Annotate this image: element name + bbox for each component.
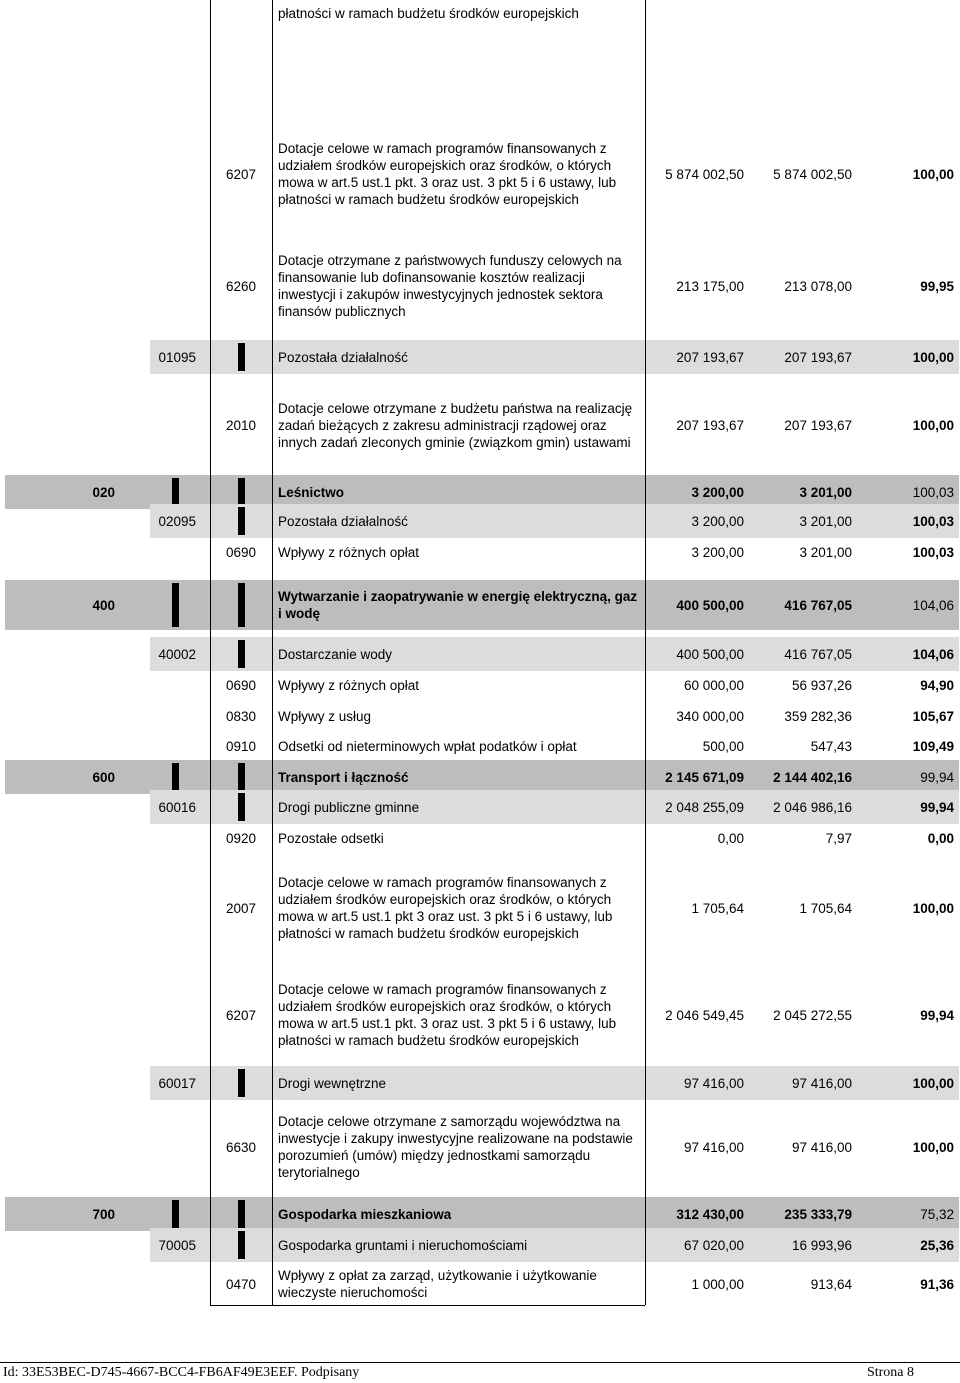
row-code: 60017 bbox=[158, 1075, 196, 1091]
row-percent: 0,00 bbox=[927, 830, 954, 846]
footer-rule bbox=[0, 1362, 960, 1363]
row-percent: 100,00 bbox=[912, 900, 954, 916]
row-plan: 3 200,00 bbox=[691, 544, 744, 560]
row-plan: 5 874 002,50 bbox=[665, 166, 744, 182]
dzial-marker bbox=[172, 1200, 179, 1228]
row-plan: 340 000,00 bbox=[676, 708, 744, 724]
row-execution: 3 201,00 bbox=[799, 513, 852, 529]
dzial-marker bbox=[238, 583, 245, 627]
row-description: Wytwarzanie i zaopatrywanie w energię elektryczną, gaz i wodę bbox=[278, 589, 638, 621]
row-percent: 100,00 bbox=[912, 349, 954, 365]
row-execution: 2 045 272,55 bbox=[773, 1007, 852, 1023]
row-execution: 207 193,67 bbox=[784, 349, 852, 365]
row-execution: 235 333,79 bbox=[784, 1206, 852, 1222]
row-execution: 97 416,00 bbox=[791, 1139, 852, 1155]
row-description: Dotacje celowe w ramach programów finansowanych z udziałem środków europejskich oraz środków, o których mowa w art.5 ust.1 pkt. 3 oraz ust. 3 pkt 5 i 6 ustawy, lub płatności w ramach budżetu środków europejskich bbox=[278, 982, 617, 1048]
row-execution: 359 282,36 bbox=[784, 708, 852, 724]
row-percent: 100,00 bbox=[912, 1075, 954, 1091]
row-percent: 100,03 bbox=[912, 544, 954, 560]
row-description: Dotacje celowe w ramach programów finansowanych z udziałem środków europejskich oraz środków, o których mowa w art.5 ust.1 pkt. 3 oraz ust. 3 pkt 5 i 6 ustawy, lub płatności w ramach budżetu środków europejskich bbox=[278, 141, 617, 207]
row-plan: 400 500,00 bbox=[676, 597, 744, 613]
row-plan: 500,00 bbox=[702, 738, 744, 754]
page-number: Strona 8 bbox=[866, 1365, 914, 1380]
row-code: 01095 bbox=[158, 349, 196, 365]
dzial-marker bbox=[238, 763, 245, 791]
row-plan: 2 145 671,09 bbox=[665, 769, 744, 785]
row-percent: 104,06 bbox=[912, 646, 954, 662]
row-description: Dotacje otrzymane z państwowych funduszy celowych na finansowanie lub dofinansowanie kosztów realizacji inwestycji i zakupów inwestycyjnych jednostek sektora finansów publicznych bbox=[278, 253, 622, 319]
row-code: 0690 bbox=[225, 544, 256, 560]
row-description: Dostarczanie wody bbox=[278, 646, 393, 662]
row-code: 02095 bbox=[158, 513, 196, 529]
row-code: 0690 bbox=[225, 677, 256, 693]
row-execution: 97 416,00 bbox=[791, 1075, 852, 1091]
row-description: Dotacje celowe otrzymane z samorządu województwa na inwestycje i zakupy inwestycyjne realizowane na podstawie porozumień (umów) między jednostkami samorządu terytorialnego bbox=[278, 1114, 633, 1180]
row-plan: 3 200,00 bbox=[691, 513, 744, 529]
row-code: 60016 bbox=[158, 799, 196, 815]
row-description: Transport i łączność bbox=[278, 769, 409, 785]
grid-line bbox=[210, 0, 211, 1305]
rozdzial-marker bbox=[238, 793, 245, 821]
row-percent: 100,00 bbox=[912, 166, 954, 182]
dzial-marker bbox=[172, 478, 179, 506]
row-percent: 99,95 bbox=[920, 278, 954, 294]
row-execution: 7,97 bbox=[825, 830, 852, 846]
row-description: Gospodarka mieszkaniowa bbox=[278, 1206, 452, 1222]
rozdzial-marker bbox=[238, 343, 245, 371]
document-id: Id: 33E53BEC-D745-4667-BCC4-FB6AF49E3EEF. Podpisany bbox=[3, 1365, 360, 1380]
row-description: Wpływy z różnych opłat bbox=[278, 677, 420, 693]
row-execution: 1 705,64 bbox=[799, 900, 852, 916]
row-description: Drogi wewnętrzne bbox=[278, 1075, 387, 1091]
row-code: 0470 bbox=[225, 1276, 256, 1292]
row-description: Odsetki od nieterminowych wpłat podatków i opłat bbox=[278, 738, 577, 754]
row-plan: 97 416,00 bbox=[683, 1139, 744, 1155]
row-description: Pozostała działalność bbox=[278, 349, 408, 365]
row-execution: 547,43 bbox=[810, 738, 852, 754]
row-code: 600 bbox=[92, 769, 115, 785]
row-execution: 3 201,00 bbox=[799, 484, 852, 500]
grid-line bbox=[272, 0, 273, 1305]
row-description: Pozostała działalność bbox=[278, 513, 408, 529]
row-percent: 100,00 bbox=[912, 1139, 954, 1155]
rozdzial-marker bbox=[238, 1069, 245, 1097]
row-plan: 0,00 bbox=[717, 830, 744, 846]
row-plan: 2 046 549,45 bbox=[665, 1007, 744, 1023]
row-code: 700 bbox=[92, 1206, 115, 1222]
row-execution: 213 078,00 bbox=[784, 278, 852, 294]
row-percent: 99,94 bbox=[920, 799, 954, 815]
row-plan: 60 000,00 bbox=[683, 677, 744, 693]
row-percent: 99,94 bbox=[920, 769, 954, 785]
row-percent: 104,06 bbox=[912, 597, 954, 613]
row-plan: 213 175,00 bbox=[676, 278, 744, 294]
row-execution: 416 767,05 bbox=[784, 597, 852, 613]
row-description: Wpływy z różnych opłat bbox=[278, 544, 420, 560]
page-footer bbox=[0, 1362, 960, 1383]
row-execution: 3 201,00 bbox=[799, 544, 852, 560]
row-description: płatności w ramach budżetu środków europejskich bbox=[278, 5, 579, 21]
row-code: 020 bbox=[92, 484, 115, 500]
row-description: Pozostałe odsetki bbox=[278, 830, 384, 846]
row-execution: 2 046 986,16 bbox=[773, 799, 852, 815]
row-execution: 56 937,26 bbox=[791, 677, 852, 693]
row-code: 6260 bbox=[225, 278, 256, 294]
dzial-marker bbox=[172, 583, 179, 627]
row-code: 0830 bbox=[225, 708, 256, 724]
row-description: Gospodarka gruntami i nieruchomościami bbox=[278, 1237, 528, 1253]
row-execution: 207 193,67 bbox=[784, 417, 852, 433]
row-code: 2007 bbox=[225, 900, 256, 916]
row-plan: 1 705,64 bbox=[691, 900, 744, 916]
row-execution: 5 874 002,50 bbox=[773, 166, 852, 182]
row-execution: 913,64 bbox=[810, 1276, 852, 1292]
row-code: 2010 bbox=[225, 417, 256, 433]
row-percent: 105,67 bbox=[912, 708, 954, 724]
grid-line bbox=[210, 1305, 645, 1306]
rozdzial-marker bbox=[238, 640, 245, 668]
row-code: 6207 bbox=[225, 1007, 256, 1023]
row-percent: 109,49 bbox=[912, 738, 954, 754]
row-description: Dotacje celowe w ramach programów finansowanych z udziałem środków europejskich oraz środków, o których mowa w art.5 ust.1 pkt 3 oraz ust. 3 pkt 5 i 6 ustawy, lub płatności w ramach budżetu środków europejskich bbox=[278, 875, 613, 941]
row-code: 6630 bbox=[225, 1139, 256, 1155]
row-percent: 25,36 bbox=[920, 1237, 954, 1253]
dzial-marker bbox=[238, 478, 245, 506]
row-plan: 312 430,00 bbox=[676, 1206, 744, 1222]
row-percent: 100,03 bbox=[912, 513, 954, 529]
row-percent: 75,32 bbox=[920, 1206, 954, 1222]
row-code: 70005 bbox=[158, 1237, 196, 1253]
row-code: 0910 bbox=[225, 738, 256, 754]
rozdzial-marker bbox=[238, 1231, 245, 1259]
dzial-marker bbox=[238, 1200, 245, 1228]
row-execution: 16 993,96 bbox=[791, 1237, 852, 1253]
row-code: 0920 bbox=[225, 830, 256, 846]
row-plan: 207 193,67 bbox=[676, 349, 744, 365]
row-plan: 67 020,00 bbox=[683, 1237, 744, 1253]
row-description: Wpływy z usług bbox=[278, 708, 372, 724]
row-plan: 97 416,00 bbox=[683, 1075, 744, 1091]
row-plan: 400 500,00 bbox=[676, 646, 744, 662]
row-code: 400 bbox=[92, 597, 115, 613]
row-percent: 100,03 bbox=[912, 484, 954, 500]
row-percent: 99,94 bbox=[920, 1007, 954, 1023]
row-description: Leśnictwo bbox=[278, 484, 345, 500]
row-code: 6207 bbox=[225, 166, 256, 182]
row-plan: 1 000,00 bbox=[691, 1276, 744, 1292]
row-plan: 3 200,00 bbox=[691, 484, 744, 500]
row-execution: 416 767,05 bbox=[784, 646, 852, 662]
row-description: Drogi publiczne gminne bbox=[278, 799, 420, 815]
row-percent: 100,00 bbox=[912, 417, 954, 433]
row-execution: 2 144 402,16 bbox=[773, 769, 852, 785]
row-percent: 94,90 bbox=[920, 677, 954, 693]
row-percent: 91,36 bbox=[920, 1276, 954, 1292]
row-plan: 207 193,67 bbox=[676, 417, 744, 433]
rozdzial-marker bbox=[238, 507, 245, 535]
row-description: Dotacje celowe otrzymane z budżetu państwa na realizację zadań bieżących z zakresu administracji rządowej oraz innych zadań zleconych gminie (związkom gmin) ustawami bbox=[278, 400, 633, 450]
row-code: 40002 bbox=[158, 646, 196, 662]
dzial-marker bbox=[172, 763, 179, 791]
row-plan: 2 048 255,09 bbox=[665, 799, 744, 815]
row-description: Wpływy z opłat za zarząd, użytkowanie i użytkowanie wieczyste nieruchomości bbox=[278, 1268, 597, 1300]
